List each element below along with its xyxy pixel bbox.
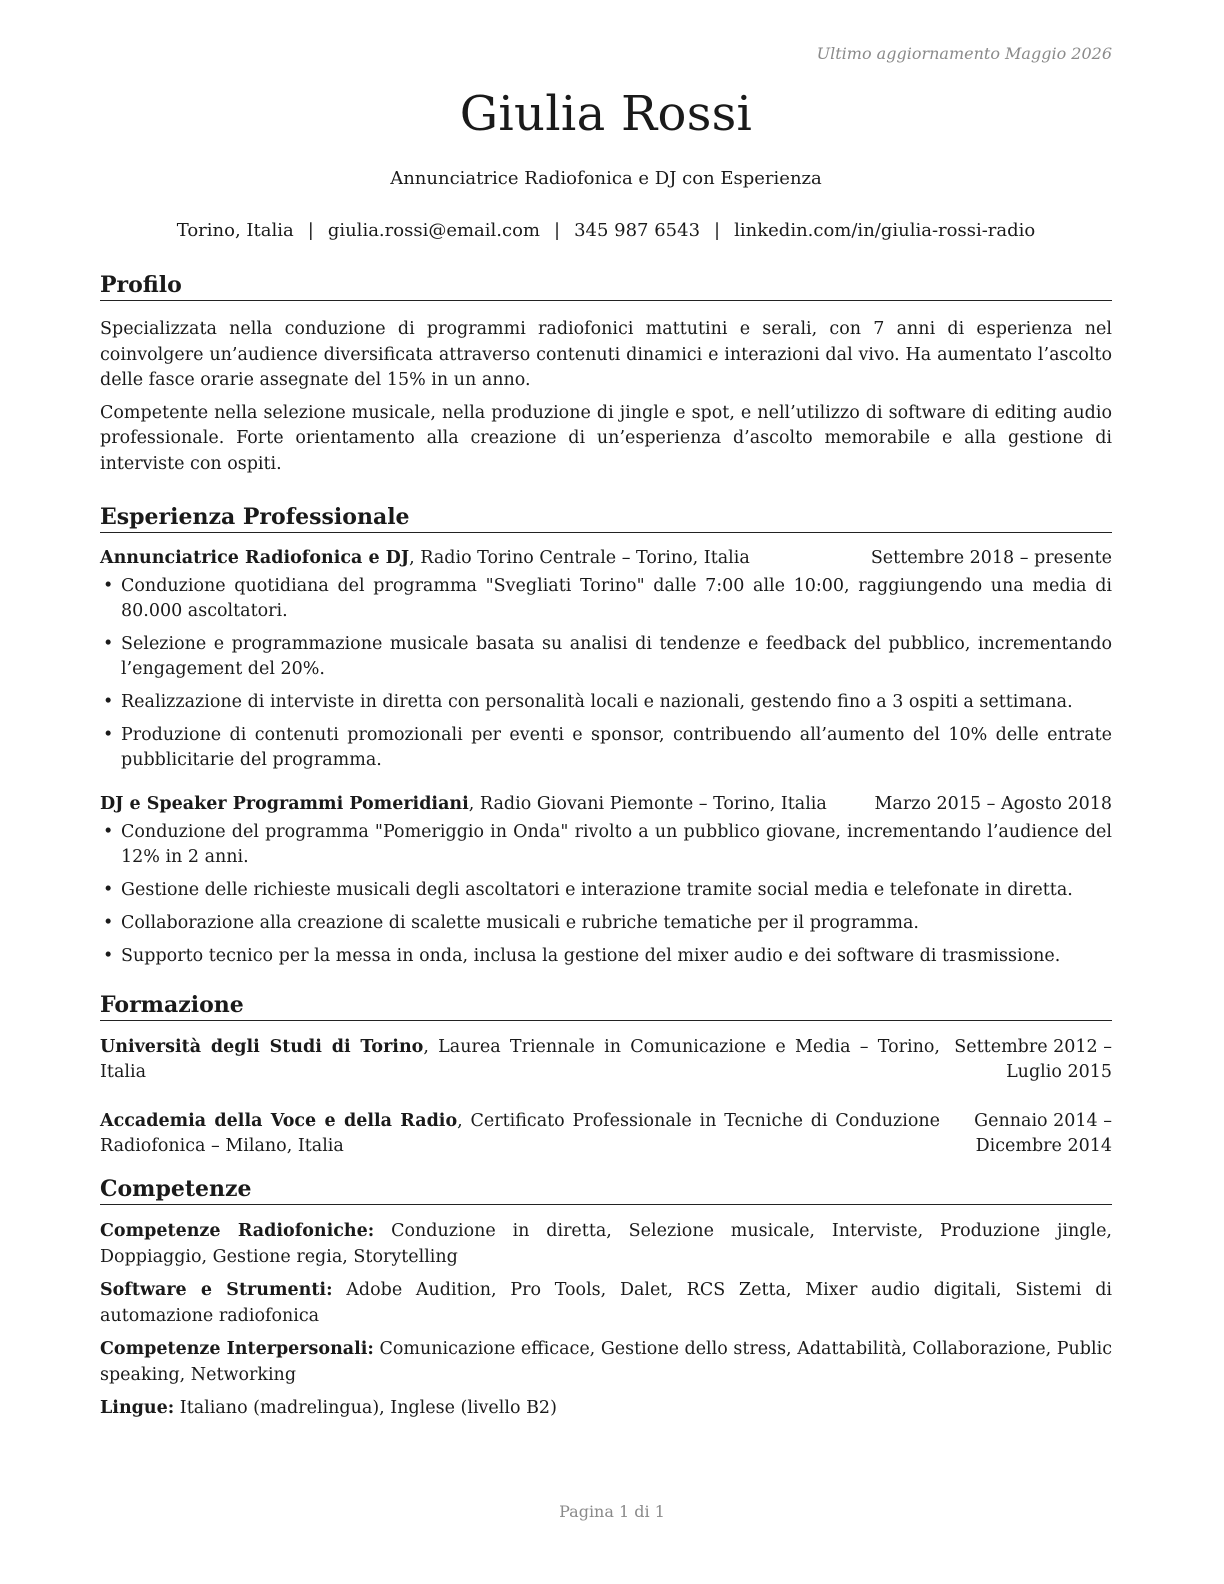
skill-label: Software e Strumenti: (100, 1280, 333, 1300)
education-dates: Gennaio 2014 – Dicembre 2014 (974, 1111, 1112, 1156)
contact-linkedin[interactable]: linkedin.com/in/giulia-rossi-radio (734, 220, 1036, 241)
last-updated: Ultimo aggiornamento Maggio 2026 (816, 44, 1112, 63)
skill-text: Comunicazione efficace, Gestione dello stress, Adattabilità, Collaborazione, Public speaking, Networking (100, 1339, 1113, 1385)
profile-paragraph: Specializzata nella conduzione di programmi radiofonici mattutini e serali, con 7 anni di esperienza nel coinvolgere un’audience diversificata attraverso contenuti dinamici e interazioni dal vivo. Ha aumentato l’ascolto delle fasce orarie assegnate del 15% in un anno. (100, 319, 1112, 390)
skill-text: Adobe Audition, Pro Tools, Dalet, RCS Zetta, Mixer audio digitali, Sistemi di automazione radiofonica (100, 1280, 1112, 1326)
skill-label: Competenze Radiofoniche: (100, 1221, 375, 1241)
job-bullet: • Selezione e programmazione musicale basata su analisi di tendenze e feedback del pubblico, incrementando l’engagement del 20%. (100, 632, 1112, 682)
job-dates: Settembre 2018 – presente (870, 548, 1112, 568)
section-title-skills: Competenze (100, 1175, 1112, 1205)
skills-section (100, 1175, 1112, 1422)
job-bullet: • Realizzazione di interviste in diretta con personalità locali e nazionali, gestendo fino a 3 ospiti a settimana. (100, 690, 1112, 715)
section-title-profile: Profilo (100, 271, 1112, 301)
contact-line (100, 220, 1112, 241)
job-bullets (100, 820, 1112, 969)
job-bullet: • Gestione delle richieste musicali degli ascoltatori e interazione tramite social media e telefonate in diretta. (100, 878, 1112, 903)
job-bullet: • Produzione di contenuti promozionali per eventi e sponsor, contribuendo all’aumento del 10% delle entrate pubblicitarie del programma. (100, 723, 1112, 773)
section-title-experience: Esperienza Professionale (100, 503, 1112, 533)
page-number: Pagina 1 di 1 (559, 1502, 665, 1521)
experience-section (100, 503, 1112, 969)
education-dates: Settembre 2012 – Luglio 2015 (954, 1037, 1112, 1082)
job-bullet: • Conduzione del programma "Pomeriggio in Onda" rivolto a un pubblico giovane, incrementando l’audience del 12% in 2 anni. (100, 820, 1112, 870)
job-bullet: • Supporto tecnico per la messa in onda, inclusa la gestione del mixer audio e dei software di trasmissione. (100, 944, 1112, 969)
resume-content (100, 271, 1112, 1422)
education-section (100, 991, 1112, 1159)
job-bullet: • Collaborazione alla creazione di scalette musicali e rubriche tematiche per il programma. (100, 911, 1112, 936)
skill-row (100, 1396, 1112, 1422)
job-entry (100, 792, 1112, 969)
job-organization: , Radio Torino Centrale – Torino, Italia (409, 548, 750, 568)
job-role: DJ e Speaker Programmi Pomeridiani (100, 794, 469, 814)
contact-separator: | (307, 220, 314, 241)
contact-separator: | (554, 220, 561, 241)
section-title-education: Formazione (100, 991, 1112, 1021)
job-role: Annunciatrice Radiofonica e DJ (100, 548, 410, 568)
education-school: Accademia della Voce e della Radio (100, 1111, 458, 1131)
contact-phone[interactable]: 345 987 6543 (574, 220, 701, 241)
job-bullets (100, 574, 1112, 773)
job-header (100, 546, 1112, 571)
candidate-subtitle: Annunciatrice Radiofonica e DJ con Esperienza (390, 168, 822, 189)
education-school: Università degli Studi di Torino (100, 1037, 424, 1057)
profile-paragraph: Competente nella selezione musicale, nella produzione di jingle e spot, e nell’utilizzo di software di editing audio professionale. Forte orientamento alla creazione di un’esperienza d’ascolto memorabile e alla gestione di interviste con ospiti. (100, 402, 1112, 474)
job-dates: Marzo 2015 – Agosto 2018 (874, 794, 1112, 814)
skill-row (100, 1219, 1112, 1270)
skill-text: Italiano (madrelingua), Inglese (livello B2) (174, 1398, 557, 1418)
candidate-name: Giulia Rossi (459, 86, 753, 142)
job-organization: , Radio Giovani Piemonte – Torino, Italia (468, 794, 827, 814)
job-entry (100, 546, 1112, 773)
job-bullet: • Conduzione quotidiana del programma "Svegliati Torino" dalle 7:00 alle 10:00, raggiungendo una media di 80.000 ascoltatori. (100, 574, 1112, 624)
education-detail: , Laurea Triennale in Comunicazione e Media – Torino, Italia (100, 1037, 940, 1082)
contact-location: Torino, Italia (176, 220, 294, 241)
contact-separator: | (714, 220, 721, 241)
job-header (100, 792, 1112, 817)
contact-email[interactable]: giulia.rossi@email.com (327, 220, 540, 241)
skill-row (100, 1278, 1112, 1329)
skill-row (100, 1337, 1112, 1388)
profile-section (100, 271, 1112, 477)
education-entry (100, 1035, 1112, 1085)
skill-label: Lingue: (100, 1398, 175, 1418)
education-entry (100, 1109, 1112, 1159)
skill-label: Competenze Interpersonali: (100, 1339, 374, 1359)
education-detail: , Certificato Professionale in Tecniche di Conduzione Radiofonica – Milano, Italia (100, 1111, 940, 1156)
skill-text: Conduzione in diretta, Selezione musicale, Interviste, Produzione jingle, Doppiaggio, Gestione regia, Storytelling (100, 1221, 1112, 1267)
